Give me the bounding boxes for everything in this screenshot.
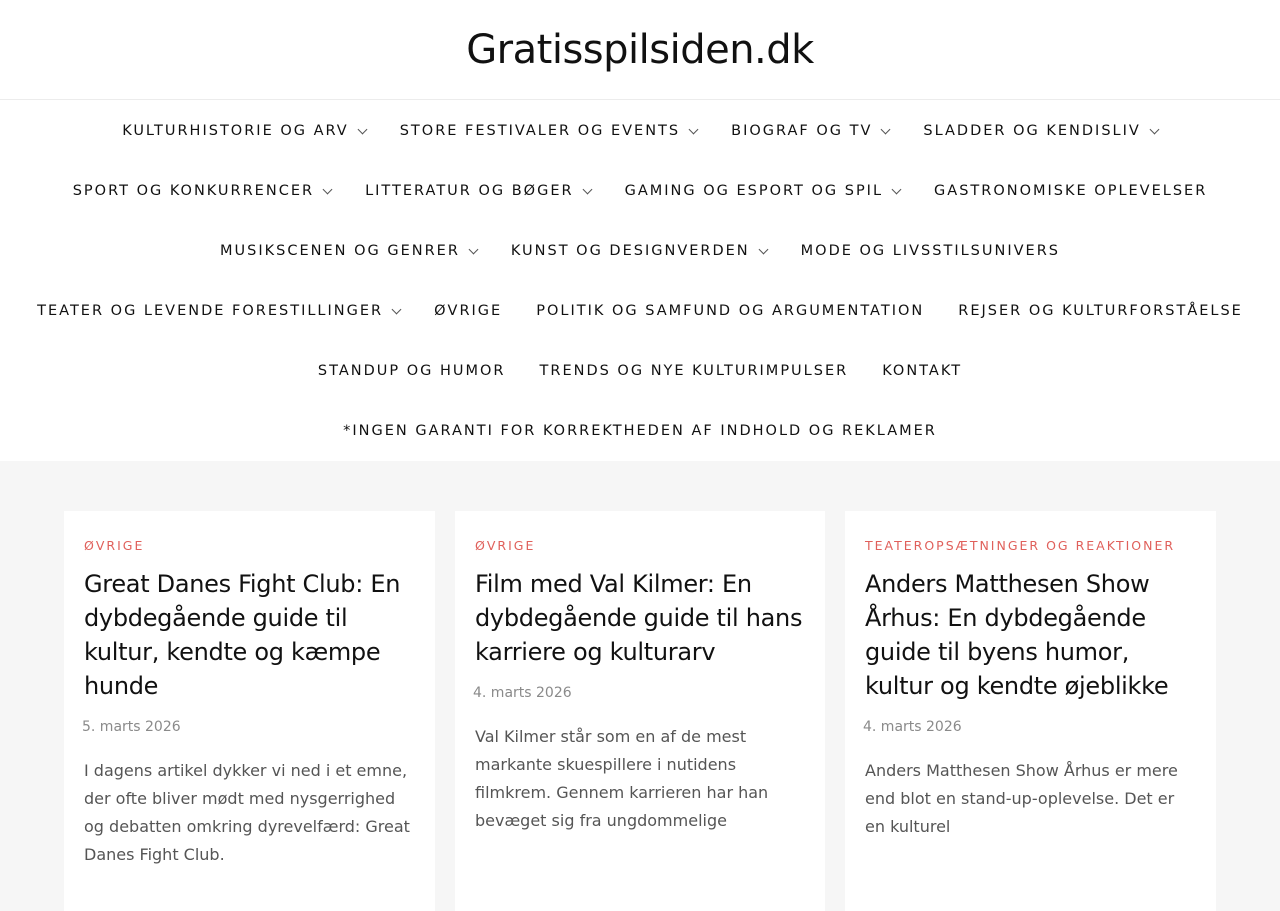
nav-item[interactable] xyxy=(326,423,954,439)
post-card xyxy=(64,511,435,911)
chevron-down-icon xyxy=(468,244,478,254)
nav-item-label: KULTURHISTORIE OG ARV xyxy=(122,123,349,139)
nav-item-label: MODE OG LIVSSTILSUNIVERS xyxy=(800,243,1060,259)
chevron-down-icon xyxy=(1149,124,1159,134)
nav-item-label: KUNST OG DESIGNVERDEN xyxy=(510,243,750,259)
nav-item-label: KONTAKT xyxy=(882,363,963,379)
chevron-down-icon xyxy=(357,124,367,134)
chevron-down-icon xyxy=(892,184,902,194)
nav-item-label: BIOGRAF OG TV xyxy=(731,123,873,139)
post-title-link[interactable]: Film med Val Kilmer: En dybdegående guide til hans karriere og kulturarv xyxy=(475,570,803,666)
nav-item[interactable] xyxy=(906,123,1174,139)
post-card xyxy=(455,511,825,911)
post-excerpt: Anders Matthesen Show Århus er mere end blot en stand-up-oplevelse. Det er en kulturel xyxy=(865,761,1178,836)
nav-item-label: POLITIK OG SAMFUND OG ARGUMENTATION xyxy=(536,303,925,319)
nav-item[interactable] xyxy=(494,243,784,259)
nav-item-label: SPORT OG KONKURRENCER xyxy=(72,183,315,199)
post-date: 5. marts 2026 xyxy=(82,719,181,735)
nav-row xyxy=(0,341,1280,401)
nav-item[interactable] xyxy=(383,123,714,139)
nav-item[interactable] xyxy=(519,303,941,319)
post-date: 4. marts 2026 xyxy=(863,719,962,735)
nav-item[interactable] xyxy=(784,243,1077,259)
title-bar xyxy=(0,0,1280,100)
site-title[interactable]: Gratisspilsiden.dk xyxy=(466,26,814,73)
chevron-down-icon xyxy=(582,184,592,194)
nav-item[interactable] xyxy=(203,243,494,259)
nav-item-label: GAMING OG ESPORT OG SPIL xyxy=(624,183,884,199)
post-category-link[interactable]: ØVRIGE xyxy=(475,538,536,553)
nav-row xyxy=(0,161,1280,221)
nav-item[interactable] xyxy=(941,303,1260,319)
post-category-link[interactable]: ØVRIGE xyxy=(84,538,145,553)
nav-item[interactable] xyxy=(56,183,348,199)
nav-item[interactable] xyxy=(417,303,519,319)
nav-item[interactable] xyxy=(917,183,1224,199)
nav-item[interactable] xyxy=(348,183,608,199)
nav-item-label: *INGEN GARANTI FOR KORREKTHEDEN AF INDHOLD OG REKLAMER xyxy=(343,423,937,439)
nav-row xyxy=(0,281,1280,341)
nav-item-label: TRENDS OG NYE KULTURIMPULSER xyxy=(539,363,849,379)
nav-item[interactable] xyxy=(714,123,906,139)
nav-item-label: ØVRIGE xyxy=(434,303,503,319)
main-navigation xyxy=(0,100,1280,461)
chevron-down-icon xyxy=(392,304,402,314)
nav-item[interactable] xyxy=(301,363,523,379)
nav-item-label: SLADDER OG KENDISLIV xyxy=(923,123,1141,139)
post-category-link[interactable]: TEATEROPSÆTNINGER OG REAKTIONER xyxy=(865,538,1176,553)
nav-item-label: LITTERATUR OG BØGER xyxy=(365,183,574,199)
post-title-link[interactable]: Anders Matthesen Show Århus: En dybdegående guide til byens humor, kultur og kendte øjeblikke xyxy=(865,570,1169,700)
nav-item[interactable] xyxy=(608,183,917,199)
nav-item[interactable] xyxy=(20,303,417,319)
nav-item[interactable] xyxy=(105,123,383,139)
post-grid xyxy=(0,461,1280,911)
chevron-down-icon xyxy=(881,124,891,134)
nav-row xyxy=(0,401,1280,461)
nav-item-label: STANDUP OG HUMOR xyxy=(317,363,506,379)
chevron-down-icon xyxy=(323,184,333,194)
nav-item[interactable] xyxy=(865,363,979,379)
post-excerpt: Val Kilmer står som en af de mest markante skuespillere i nutidens filmkrem. Gennem karrieren har han bevæget sig fra ungdommelige xyxy=(475,727,769,830)
post-card xyxy=(845,511,1216,911)
nav-item-label: GASTRONOMISKE OPLEVELSER xyxy=(934,183,1208,199)
post-date: 4. marts 2026 xyxy=(473,685,572,701)
chevron-down-icon xyxy=(758,244,768,254)
post-title-link[interactable]: Great Danes Fight Club: En dybdegående guide til kultur, kendte og kæmpe hunde xyxy=(84,570,401,700)
nav-item-label: REJSER OG KULTURFORSTÅELSE xyxy=(958,303,1243,319)
chevron-down-icon xyxy=(689,124,699,134)
nav-item[interactable] xyxy=(523,363,866,379)
nav-item-label: MUSIKSCENEN OG GENRER xyxy=(220,243,460,259)
nav-item-label: STORE FESTIVALER OG EVENTS xyxy=(399,123,681,139)
nav-row xyxy=(0,101,1280,161)
nav-item-label: TEATER OG LEVENDE FORESTILLINGER xyxy=(37,303,384,319)
post-excerpt: I dagens artikel dykker vi ned i et emne, der ofte bliver mødt med nysgerrighed og debatten omkring dyrevelfærd: Great Danes Fight Club. xyxy=(84,761,410,864)
nav-row xyxy=(0,221,1280,281)
